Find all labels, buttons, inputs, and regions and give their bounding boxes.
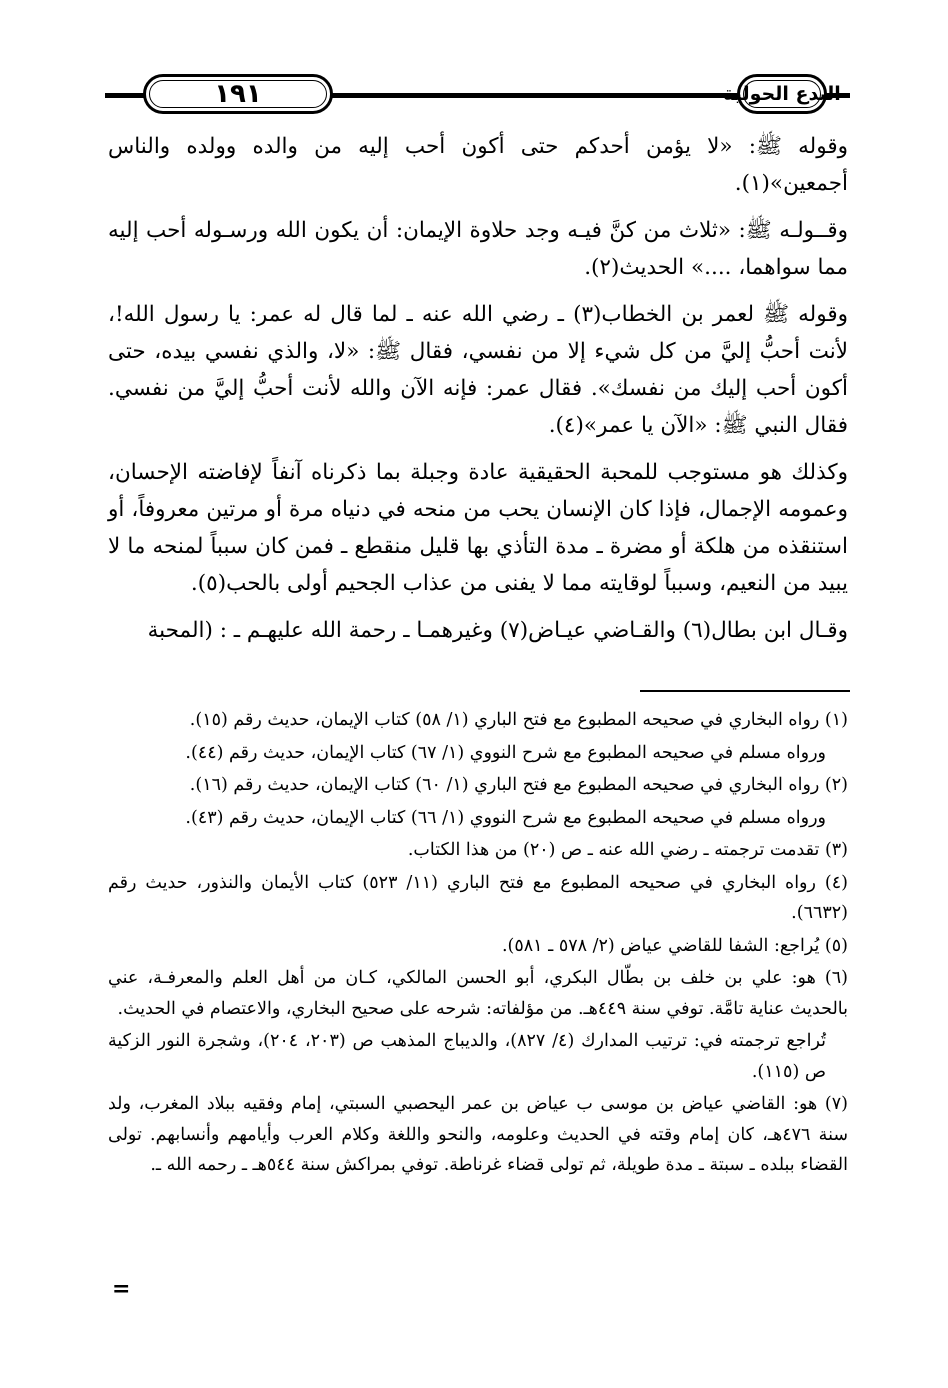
footnote-5: (٥) يُراجع: الشفا للقاضي عياض (٢/ ٥٧٨ ـ ٥٨١). bbox=[501, 935, 848, 956]
paragraph-ibn-battal: وقـال ابن بطال(٦) والقـاضي عيـاض(٧) وغيرهمـا ـ رحمة الله عليهـم ـ : (المحبة bbox=[147, 618, 848, 643]
footnote-2-continuation: ورواه مسلم في صحيحه المطبوع مع شرح النووي (١/ ٦٦) كتاب الإيمان، حديث رقم (٤٣). bbox=[185, 807, 826, 828]
paragraph-hadith-2: وقــولـه ﷺ: «ثلاث من كنَّ فيـه وجد حلاوة الإيمان: أن يكون الله ورسـوله أحب إليه مما سواهما، ....» الحديث(٢). bbox=[108, 218, 848, 280]
page-number-cartouche bbox=[143, 74, 333, 114]
running-title: البدع الحولية bbox=[723, 83, 841, 105]
header-rule-middle bbox=[330, 93, 740, 98]
paragraph-love-reason: وكذلك هو مستوجب للمحبة الحقيقية عادة وجبلة بما ذكرناه آنفاً لإفاضته الإحسان، وعمومه الإجمال، فإذا كان الإنسان يحب من منحه في دنياه مرة أو مرتين معروفاً، أو استنقذه من هلكة أو مضرة ـ مدة التأذي بها قليل منقطع ـ فمن كان سبباً لمنحه ما لا يبيد من النعيم، وسبباً لوقايته مما لا يفنى من عذاب الجحيم أولى بالحب(٥). bbox=[108, 460, 848, 596]
footnote-2: (٢) رواه البخاري في صحيحه المطبوع مع فتح الباري (١/ ٦٠) كتاب الإيمان، حديث رقم (١٦). bbox=[189, 775, 848, 795]
footnote-3: (٣) تقدمت ترجمته ـ رضي الله عنه ـ ص (٢٠) من هذا الكتاب. bbox=[407, 840, 848, 860]
page-number: ١٩١ bbox=[214, 79, 262, 109]
footnote-separator bbox=[640, 690, 850, 692]
footnote-4: (٤) رواه البخاري في صحيحه المطبوع مع فتح الباري (١١/ ٥٢٣) كتاب الأيمان والنذور، حديث رقم (٦٦٣٢). bbox=[108, 872, 848, 923]
paragraph-umar: وقوله ﷺ لعمر بن الخطاب(٣) ـ رضي الله عنه ـ لما قال له عمر: يا رسول الله!، لأنت أحبُّ إليَّ من كل شيء إلا من نفسي، فقال ﷺ: «لا، والذي نفسي بيده، حتى أكون أحب إليك من نفسك». فقال عمر: فإنه الآن والله لأنت أحبُّ إليَّ من نفسي. فقال النبي ﷺ: «الآن يا عمر»(٤). bbox=[108, 302, 848, 438]
continuation-mark: = bbox=[112, 1276, 131, 1302]
footnote-7: (٧) هو: القاضي عياض بن موسى ب عياض بن عمر اليحصبي السبتي، إمام وفقيه ببلاد المغرب، ولد سنة ٤٧٦هـ، كان إمام وقته في الحديث وعلومه، والنحو واللغة وكلام العرب وأيامهم وأنسابهم. تولى القضاء ببلده ـ سبتة ـ مدة طويلة، ثم تولى قضاء غرناطة. توفي بمراكش سنة ٥٤٤هـ ـ رحمه الله ـ. bbox=[108, 1094, 849, 1175]
header-rule-left bbox=[105, 93, 145, 98]
footnote-6-continuation: تُراجع ترجمته في: ترتيب المدارك (٤/ ٨٢٧)، والديباج المذهب ص (٢٠٣، ٢٠٤)، وشجرة النور الزكية ص (١١٥). bbox=[108, 1031, 826, 1082]
footnotes bbox=[108, 705, 848, 1183]
footnote-6: (٦) هو: علي بن خلف بن بطّال البكري، أبو الحسن المالكي، كـان من أهل العلم والمعرفـة، عني بالحديث عناية تامَّة. توفي سنة ٤٤٩هـ. من مؤلفاته: شرحه على صحيح البخاري، والاعتصام في الحديث. bbox=[108, 968, 848, 1019]
paragraph-hadith-1: وقوله ﷺ: «لا يؤمن أحدكم حتى أكون أحب إليه من والده وولده والناس أجمعين»(١). bbox=[108, 134, 848, 196]
main-text bbox=[108, 128, 848, 659]
running-title-cartouche bbox=[723, 74, 841, 114]
footnote-1-continuation: ورواه مسلم في صحيحه المطبوع مع شرح النووي (١/ ٦٧) كتاب الإيمان، حديث رقم (٤٤). bbox=[185, 742, 826, 763]
footnote-1: (١) رواه البخاري في صحيحه المطبوع مع فتح الباري (١/ ٥٨) كتاب الإيمان، حديث رقم (١٥). bbox=[189, 710, 848, 730]
page-header bbox=[105, 72, 850, 120]
